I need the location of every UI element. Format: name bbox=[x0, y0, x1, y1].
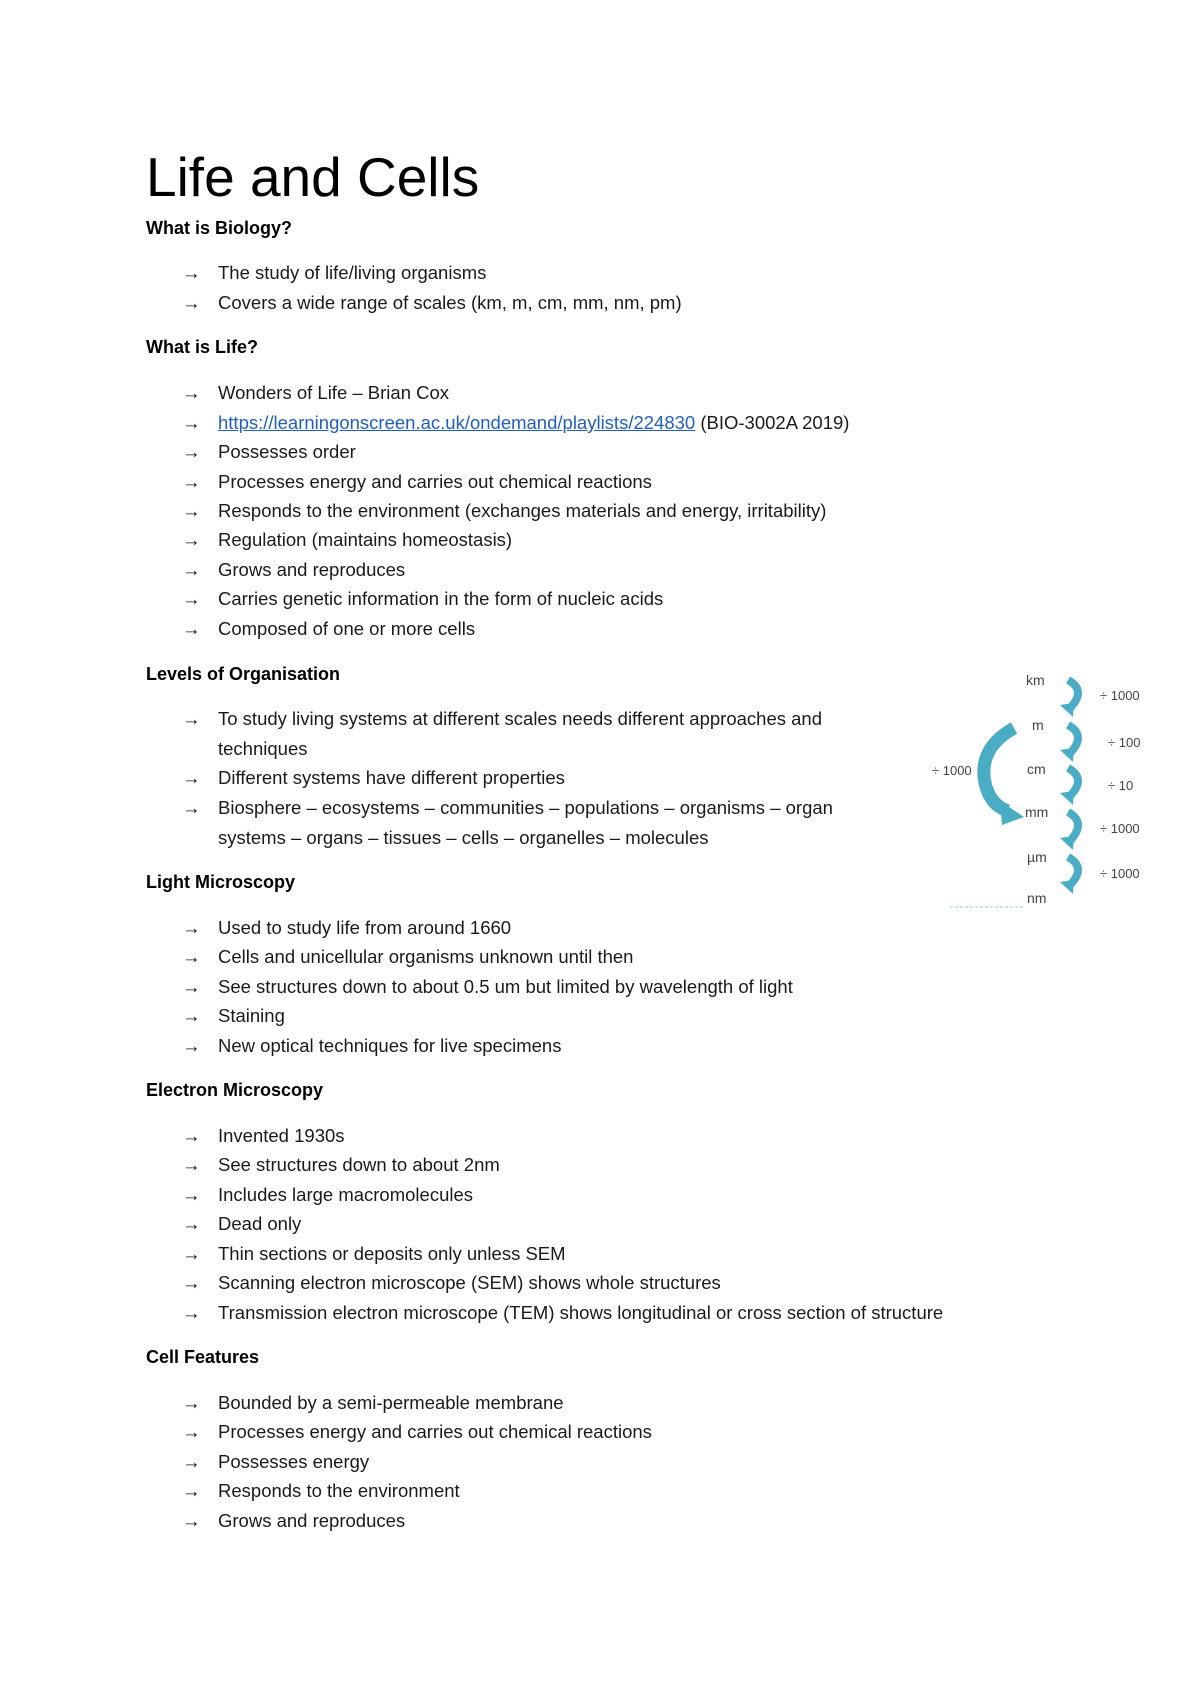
list-item: → See structures down to about 0.5 um but limited by wavelength of light bbox=[182, 972, 902, 1002]
list-item: → New optical techniques for live specimens bbox=[182, 1031, 902, 1061]
arrow-icon: → bbox=[182, 412, 201, 433]
arrowhead-icon bbox=[1060, 836, 1074, 850]
arrow-icon: → bbox=[182, 292, 201, 313]
list-item: → Biosphere – ecosystems – communities – populations – organisms – organ systems – organs – tissues – cells – organelles – molecules bbox=[182, 793, 902, 852]
arrow-icon: → bbox=[182, 767, 201, 788]
arrow-icon: → bbox=[182, 917, 201, 938]
list-item: → Composed of one or more cells bbox=[182, 614, 902, 644]
arrow-icon: → bbox=[182, 529, 201, 550]
arrow-icon: → bbox=[182, 1243, 201, 1264]
unit-label-um: µm bbox=[1027, 849, 1047, 865]
arrow-icon: → bbox=[182, 382, 201, 403]
list-item: → Regulation (maintains homeostasis) bbox=[182, 525, 902, 555]
factor-label: ÷ 1000 bbox=[1100, 821, 1140, 836]
heading-what-is-life: What is Life? bbox=[146, 337, 258, 357]
arrow-icon: → bbox=[182, 1154, 201, 1175]
arrow-icon: → bbox=[182, 471, 201, 492]
heading-electron-microscopy: Electron Microscopy bbox=[146, 1080, 324, 1100]
factor-label: ÷ 1000 bbox=[1100, 866, 1140, 881]
left-factor-label: ÷ 1000 bbox=[932, 763, 972, 778]
list-item: → Different systems have different properties bbox=[182, 763, 902, 793]
list-item: → Possesses order bbox=[182, 437, 902, 467]
heading-levels-of-organisation: Levels of Organisation bbox=[146, 664, 341, 684]
heading-what-is-biology: What is Biology? bbox=[146, 218, 292, 238]
arrowhead-icon bbox=[1060, 703, 1074, 717]
list-item: → Staining bbox=[182, 1001, 902, 1031]
playlist-link[interactable]: https://learningonscreen.ac.uk/ondemand/playlists/224830 bbox=[218, 412, 696, 433]
list-item: → Grows and reproduces bbox=[182, 555, 902, 585]
arrowhead-icon bbox=[1000, 801, 1024, 825]
list-item: → To study living systems at different scales needs different approaches and techniques bbox=[182, 704, 902, 763]
arrowhead-icon bbox=[1060, 748, 1074, 762]
arrow-icon: → bbox=[182, 976, 201, 997]
list-item: → Carries genetic information in the form of nucleic acids bbox=[182, 584, 902, 614]
unit-label-nm: nm bbox=[1027, 890, 1047, 906]
arrow-icon: → bbox=[182, 441, 201, 462]
factor-label: ÷ 100 bbox=[1108, 735, 1141, 750]
list-item: → Processes energy and carries out chemical reactions bbox=[182, 1417, 902, 1447]
arrow-icon: → bbox=[182, 1302, 201, 1323]
arrow-icon: → bbox=[182, 797, 201, 818]
list-item: → Cells and unicellular organisms unknown until then bbox=[182, 942, 902, 972]
arrow-icon: → bbox=[182, 1213, 201, 1234]
list-item: → Dead only bbox=[182, 1209, 902, 1239]
arrow-icon: → bbox=[182, 1480, 201, 1501]
arrow-icon: → bbox=[182, 1035, 201, 1056]
arrow-icon: → bbox=[182, 618, 201, 639]
factor-label: ÷ 10 bbox=[1108, 778, 1134, 793]
arrow-icon: → bbox=[182, 946, 201, 967]
unit-label-m: m bbox=[1032, 717, 1044, 733]
list-item: → Includes large macromolecules bbox=[182, 1180, 902, 1210]
heading-light-microscopy: Light Microscopy bbox=[146, 872, 296, 892]
heading-cell-features: Cell Features bbox=[146, 1347, 260, 1367]
arrow-icon: → bbox=[182, 1272, 201, 1293]
list-item: → Bounded by a semi-permeable membrane bbox=[182, 1388, 902, 1418]
list-item: → Wonders of Life – Brian Cox bbox=[182, 378, 902, 408]
arrow-icon: → bbox=[182, 1184, 201, 1205]
list-item: → Invented 1930s bbox=[182, 1121, 902, 1151]
list-item: → Thin sections or deposits only unless SEM bbox=[182, 1239, 902, 1269]
arrowhead-icon bbox=[1060, 880, 1074, 894]
list-item: → https://learningonscreen.ac.uk/ondemand/playlists/224830 (BIO-3002A 2019) bbox=[182, 408, 902, 438]
list-item: → Possesses energy bbox=[182, 1447, 902, 1477]
arrow-icon: → bbox=[182, 1421, 201, 1442]
unit-label-km: km bbox=[1026, 672, 1045, 688]
factor-label: ÷ 1000 bbox=[1100, 688, 1140, 703]
arrow-icon: → bbox=[182, 1125, 201, 1146]
arrow-icon: → bbox=[182, 1005, 201, 1026]
list-item: → Processes energy and carries out chemical reactions bbox=[182, 467, 902, 497]
arrowhead-icon bbox=[1060, 791, 1074, 805]
list-item: → Covers a wide range of scales (km, m, cm, mm, nm, pm) bbox=[182, 288, 902, 318]
list-item: → Transmission electron microscope (TEM) shows longitudinal or cross section of structure bbox=[182, 1298, 1082, 1328]
list-item: → See structures down to about 2nm bbox=[182, 1150, 902, 1180]
arrow-icon: → bbox=[182, 262, 201, 283]
arrow-icon: → bbox=[182, 559, 201, 580]
list-item: → Responds to the environment bbox=[182, 1476, 902, 1506]
page-title: Life and Cells bbox=[146, 146, 480, 208]
arrow-icon: → bbox=[182, 500, 201, 521]
unit-label-cm: cm bbox=[1027, 761, 1046, 777]
list-item: → Scanning electron microscope (SEM) shows whole structures bbox=[182, 1268, 902, 1298]
large-curved-arrow-icon bbox=[984, 728, 1014, 811]
list-item: → The study of life/living organisms bbox=[182, 258, 902, 288]
list-item: → Responds to the environment (exchanges materials and energy, irritability) bbox=[182, 496, 902, 526]
arrow-icon: → bbox=[182, 1451, 201, 1472]
arrow-icon: → bbox=[182, 1392, 201, 1413]
arrow-icon: → bbox=[182, 708, 201, 729]
list-item: → Grows and reproduces bbox=[182, 1506, 902, 1536]
scale-conversion-diagram bbox=[930, 665, 1170, 915]
unit-label-mm: mm bbox=[1025, 804, 1049, 820]
list-item: → Used to study life from around 1660 bbox=[182, 913, 902, 943]
arrow-icon: → bbox=[182, 1510, 201, 1531]
arrow-icon: → bbox=[182, 588, 201, 609]
